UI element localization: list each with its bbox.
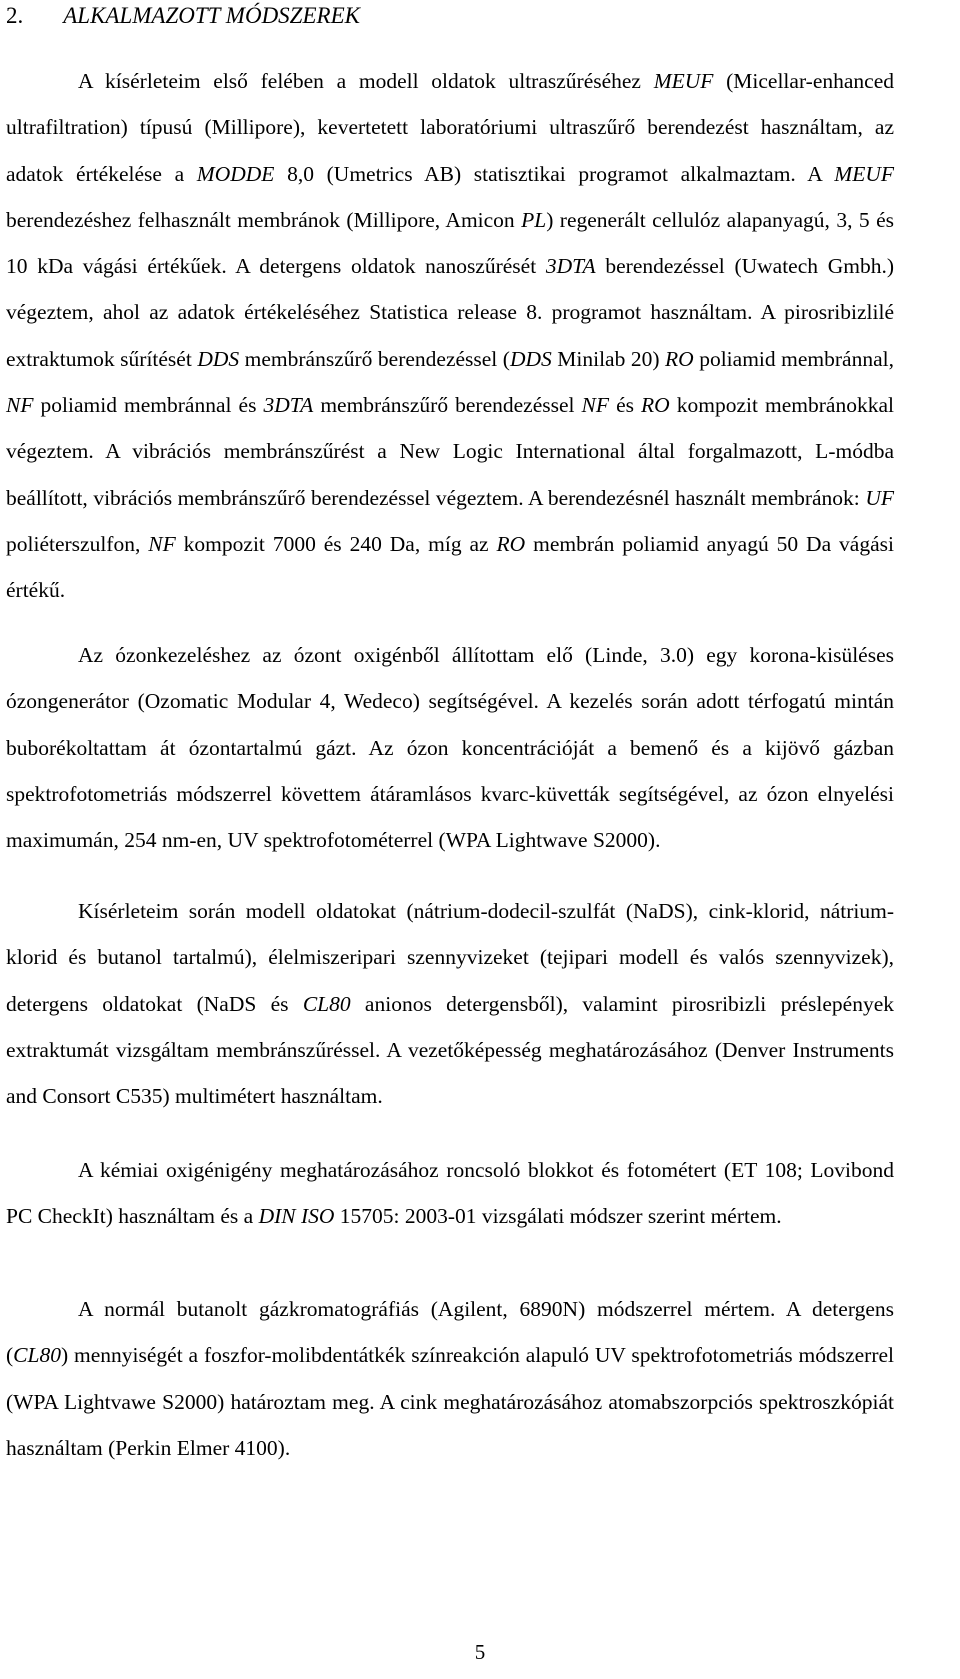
text-run: anionos detergensből), valamint pirosribizli préslepények extraktumát vizsgáltam membránszűréssel. A vezetőképesség meghatározásához (Denver Instruments and Consort C535) multimétert használtam. xyxy=(6,991,894,1109)
italic-term: RO xyxy=(665,346,694,371)
text-run: ) mennyiségét a foszfor-molibdentátkék színreakción alapuló UV spektrofotometriás módszerrel (WPA Lightvawe S2000) határoztam meg. A cink meghatározásához atomabszorpciós spektroszkópiát használtam (Perkin Elmer 4100). xyxy=(6,1343,894,1460)
text-run: A normál butanolt gázkromatográfiás (Agilent, 6890N) módszerrel mértem. A detergens ( xyxy=(6,1297,894,1368)
text-run: membránszűrő berendezéssel xyxy=(313,393,582,418)
italic-term: RO xyxy=(641,393,670,418)
text-run: poliamid membránnal és xyxy=(33,393,264,418)
text-run: membránszűrő berendezéssel ( xyxy=(239,346,510,371)
italic-term: UF xyxy=(865,485,894,510)
text-run: Az ózonkezeléshez az ózont oxigénből állítottam elő (Linde, 3.0) egy korona-kisüléses ózongenerátor (Ozomatic Modular 4, Wedeco) segítségével. A kezelés során adott térfogatú mintán buborékoltattam át ózontartalmú gázt. Az ózon koncentrációját a bemenő és a kijövő gázban spektrofotometriás módszerrel követtem átáramlásos kvarc-küvetták segítségével, az ózon elnyelési maximumán, 254 nm-en, UV spektrofotométerrel (WPA Lightwave S2000). xyxy=(6,643,894,853)
text-run: és xyxy=(609,393,642,418)
text-run: kompozit membránokkal végeztem. A vibrációs membránszűrést a New Logic International által forgalmazott, L-módba beállított, vibrációs membránszűrő berendezéssel végeztem. A berendezésnél használt membránok: xyxy=(6,393,894,510)
italic-term: 3DTA xyxy=(263,393,314,418)
paragraph-5 xyxy=(6,1286,894,1471)
text-run: 8,0 (Umetrics AB) statisztikai programot alkalmaztam. A xyxy=(274,161,835,186)
italic-term: MEUF xyxy=(653,69,714,93)
text-run: A kémiai oxigénigény meghatározásához roncsoló blokkot és fotométert (ET 108; Lovibond PC CheckIt) használtam és a xyxy=(6,1158,894,1229)
text-run: berendezéshez felhasznált membránok (Millipore, Amicon xyxy=(6,207,522,232)
italic-term: RO xyxy=(496,531,526,556)
paragraph-3 xyxy=(6,888,894,1119)
italic-term: NF xyxy=(6,393,34,418)
italic-term: MODDE xyxy=(196,161,275,186)
text-run: berendezéssel (Uwatech Gmbh.) végeztem, ahol az adatok értékeléséhez Statistica release 8. programot használtam. A pirosribizlilé extraktumok sűrítését xyxy=(6,254,894,371)
text-run: membrán poliamid anyagú 50 Da vágási értékű. xyxy=(6,531,894,603)
section-title: ALKALMAZOTT MÓDSZEREK xyxy=(63,3,360,28)
italic-term: NF xyxy=(581,393,610,418)
italic-term: CL80 xyxy=(302,991,351,1016)
italic-term: DDS xyxy=(197,346,240,371)
italic-term: DDS xyxy=(509,346,552,371)
text-run: poliamid membránnal, xyxy=(693,346,894,371)
paragraph-2 xyxy=(6,632,894,863)
text-run: (Micellar-enhanced ultrafiltration) típusú (Millipore), kevertetett laboratóriumi ultraszűrő berendezést használtam, az adatok értékelése a xyxy=(6,69,895,186)
paragraph-4 xyxy=(6,1147,894,1240)
text-run: A kísérleteim első felében a modell oldatok ultraszűréséhez xyxy=(78,69,654,93)
italic-term: 3DTA xyxy=(545,254,596,279)
text-run: Kísérleteim során modell oldatokat (nátrium-dodecil-szulfát (NaDS), cink-klorid, nátrium-klorid és butanol tartalmú), élelmiszeripari szennyvizeket (tejipari modell és valós szennyvizek), detergens oldatokat (NaDS és xyxy=(6,899,894,1016)
section-number: 2. xyxy=(6,3,24,28)
paragraph-1 xyxy=(6,58,894,614)
page-number: 5 xyxy=(474,1640,486,1664)
italic-term: PL xyxy=(521,207,547,232)
text-run: ) regenerált cellulóz alapanyagú, 3, 5 és 10 kDa vágási értékűek. A detergens oldatok nanoszűrését xyxy=(6,207,895,279)
text-run: poliéterszulfon, xyxy=(6,531,149,556)
section-heading xyxy=(6,3,360,29)
italic-term: NF xyxy=(148,531,176,556)
italic-term: CL80 xyxy=(13,1343,61,1368)
text-run: kompozit 7000 és 240 Da, míg az xyxy=(175,531,497,556)
text-run: Minilab 20) xyxy=(551,346,666,371)
text-run: 15705: 2003-01 vizsgálati módszer szerint mértem. xyxy=(334,1204,782,1229)
italic-term: MEUF xyxy=(834,161,894,186)
italic-term: DIN ISO xyxy=(258,1204,335,1229)
